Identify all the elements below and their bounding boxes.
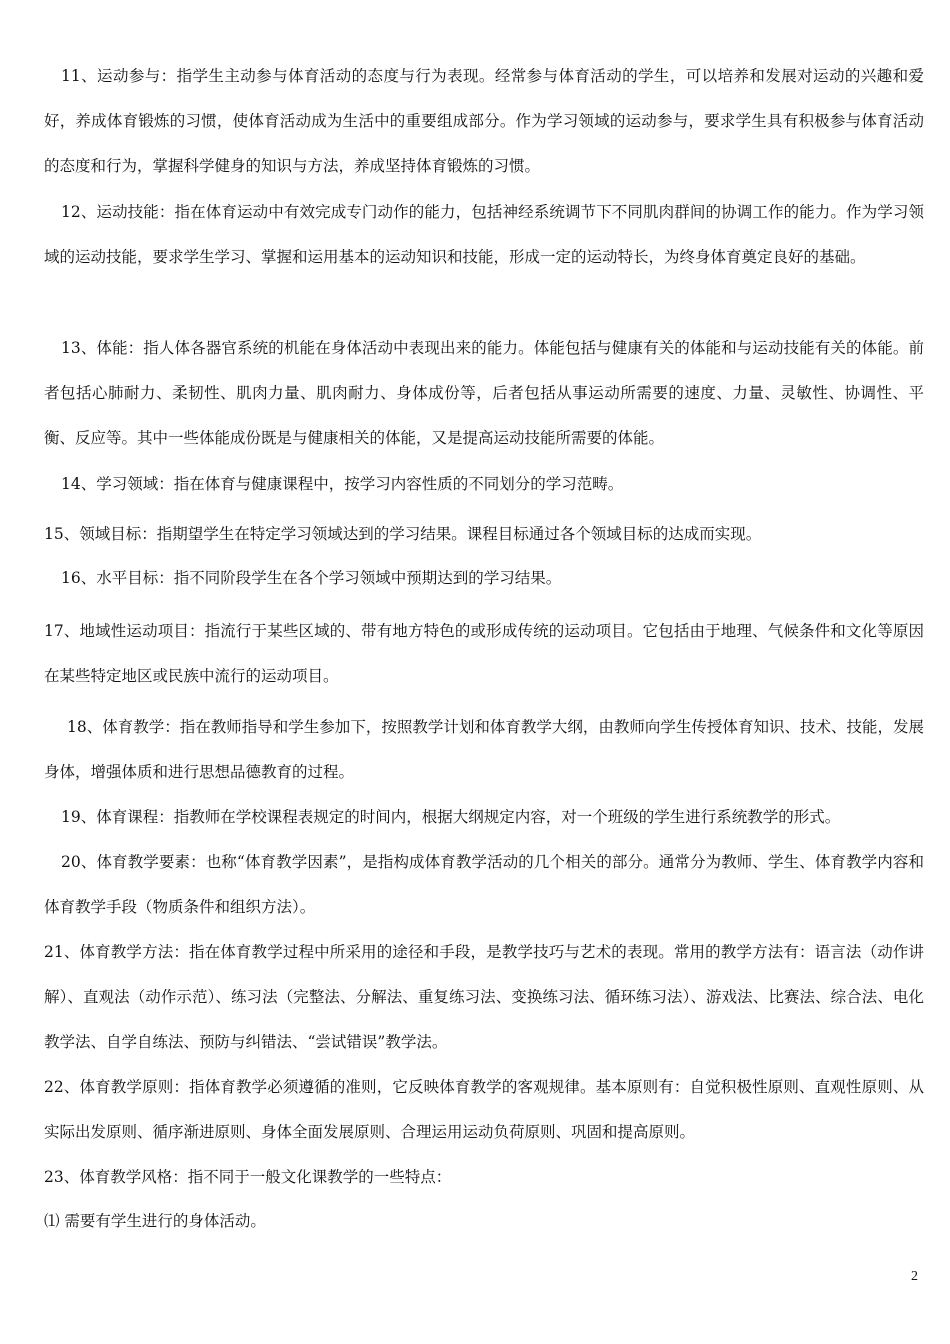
list-item-1: ⑴ 需要有学生进行的身体活动。 <box>44 1212 266 1230</box>
paragraph-18: 18、体育教学：指在教师指导和学生参加下，按照教学计划和体育教学大纲，由教师向学生传授体育知识、技术、技能，发展身体，增强体质和进行思想品德教育的过程。 <box>44 718 924 781</box>
paragraph-11: 11、运动参与：指学生主动参与体育活动的态度与行为表现。经常参与体育活动的学生，可以培养和发展对运动的兴趣和爱好，养成体育锻炼的习惯，使体育活动成为生活中的重要组成部分。作为学习领域的运动参与，要求学生具有积极参与体育活动的态度和行为，掌握科学健身的知识与方法，养成坚持体育锻炼的习惯。 <box>44 67 924 175</box>
page-number: 2 <box>911 1269 918 1284</box>
paragraph-16: 16、水平目标：指不同阶段学生在各个学习领域中预期达到的学习结果。 <box>61 569 562 587</box>
paragraph-17: 17、地域性运动项目：指流行于某些区域的、带有地方特色的或形成传统的运动项目。它包括由于地理、气候条件和文化等原因在某些特定地区或民族中流行的运动项目。 <box>44 622 924 685</box>
paragraph-23: 23、体育教学风格：指不同于一般文化课教学的一些特点： <box>44 1168 452 1186</box>
paragraph-12: 12、运动技能：指在体育运动中有效完成专门动作的能力，包括神经系统调节下不同肌肉群间的协调工作的能力。作为学习领域的运动技能，要求学生学习、掌握和运用基本的运动知识和技能，形成一定的运动特长，为终身体育奠定良好的基础。 <box>44 203 924 266</box>
paragraph-21: 21、体育教学方法：指在体育教学过程中所采用的途径和手段，是教学技巧与艺术的表现。常用的教学方法有：语言法（动作讲解）、直观法（动作示范）、练习法（完整法、分解法、重复练习法、变换练习法、循环练习法）、游戏法、比赛法、综合法、电化教学法、自学自练法、预防与纠错法、“尝试错误”教学法。 <box>44 943 924 1051</box>
paragraph-22: 22、体育教学原则：指体育教学必须遵循的准则，它反映体育教学的客观规律。基本原则有：自觉积极性原则、直观性原则、从实际出发原则、循序渐进原则、身体全面发展原则、合理运用运动负荷原则、巩固和提高原则。 <box>44 1078 924 1141</box>
paragraph-15: 15、领域目标：指期望学生在特定学习领域达到的学习结果。课程目标通过各个领域目标的达成而实现。 <box>44 525 762 543</box>
paragraph-14: 14、学习领域：指在体育与健康课程中，按学习内容性质的不同划分的学习范畴。 <box>61 475 624 493</box>
paragraph-13: 13、体能：指人体各器官系统的机能在身体活动中表现出来的能力。体能包括与健康有关的体能和与运动技能有关的体能。前者包括心肺耐力、柔韧性、肌肉力量、肌肉耐力、身体成份等，后者包括从事运动所需要的速度、力量、灵敏性、协调性、平衡、反应等。其中一些体能成份既是与健康相关的体能，又是提高运动技能所需要的体能。 <box>44 339 924 447</box>
paragraph-19: 19、体育课程：指教师在学校课程表规定的时间内，根据大纲规定内容，对一个班级的学生进行系统教学的形式。 <box>61 808 841 826</box>
paragraph-20: 20、体育教学要素：也称“体育教学因素”，是指构成体育教学活动的几个相关的部分。通常分为教师、学生、体育教学内容和体育教学手段（物质条件和组织方法）。 <box>44 853 924 916</box>
